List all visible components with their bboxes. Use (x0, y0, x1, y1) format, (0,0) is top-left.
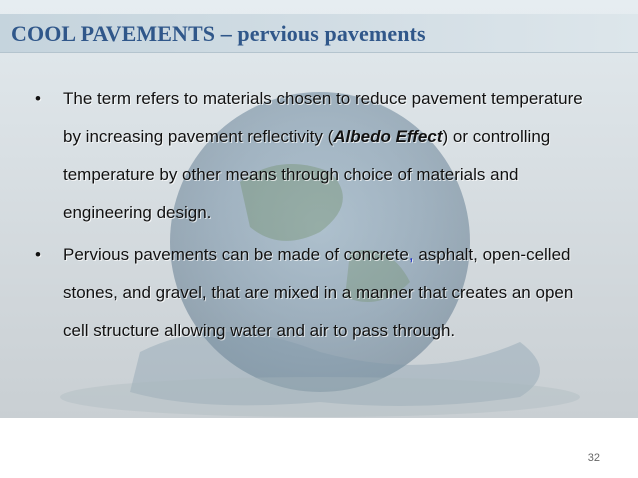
bullet-marker: • (35, 245, 41, 264)
footer-area (0, 418, 638, 478)
bullet-text: Pervious pavements can be made of concrete (63, 245, 409, 264)
albedo-term: Albedo (333, 127, 391, 146)
bullet-item-pervious-pavements (18, 236, 603, 350)
effect-term: Effect (395, 127, 443, 146)
bullet-list (18, 80, 603, 354)
hyperlink-comma[interactable]: , (408, 245, 414, 264)
bullet-text-continued: asphalt, open-celled stones, and gravel, that are mixed in a manner that creates an open cell structure allowing water and air to pass through. (63, 245, 574, 340)
bullet-text-continued: ) or controlling temperature by other means through choice of materials and engineering design. (63, 127, 551, 222)
bullet-item-cool-pavements (18, 80, 603, 232)
bullet-text: The term refers to materials chosen to reduce pavement temperature by increasing pavement reflectivity ( (63, 89, 583, 146)
bullet-marker: • (35, 89, 41, 108)
slide-title: COOL PAVEMENTS – pervious pavements (11, 21, 426, 46)
page-number: 32 (587, 452, 600, 464)
